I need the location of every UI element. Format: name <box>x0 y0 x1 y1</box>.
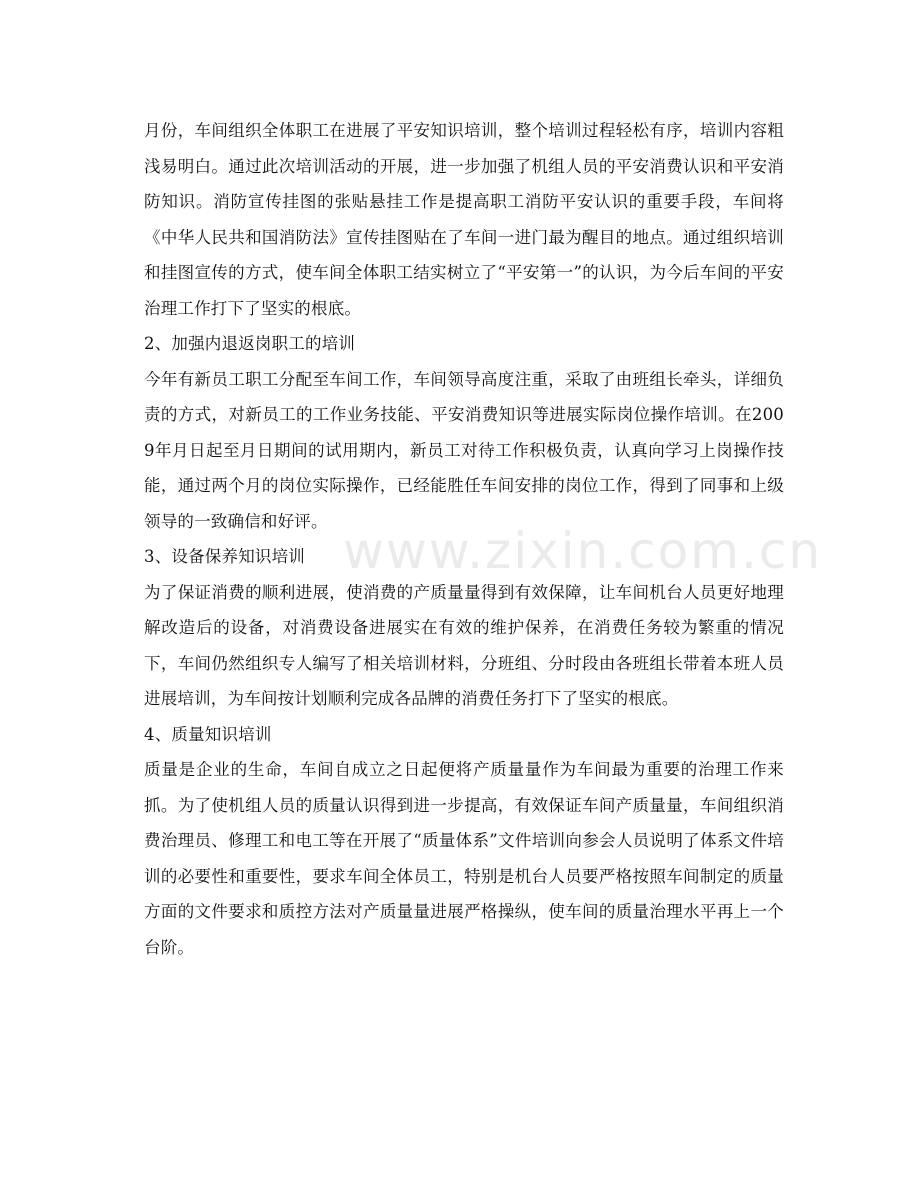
paragraph-equipment-maintenance: 为了保证消费的顺利进展，使消费的产质量量得到有效保障，让车间机台人员更好地理解改造后的设备，对消费设备进展实在有效的维护保养，在消费任务较为繁重的情况下，车间仍然组织专人编写了相关培训材料，分班组、分时段由各班组长带着本班人员进展培训，为车间按计划顺利完成各品牌的消费任务打下了坚实的根底。 <box>144 582 784 708</box>
paragraph-quality-training: 质量是企业的生命，车间自成立之日起便将产质量量作为车间最为重要的治理工作来抓。为了使机组人员的质量认识得到进一步提高，有效保证车间产质量量，车间组织消费治理员、修理工和电工等在开展了“质量体系”文件培训向参会人员说明了体系文件培训的必要性和重要性，要求车间全体员工，特别是机台人员要严格按照车间制定的质量方面的文件要求和质控方法对产质量量进展严格操纵，使车间的质量治理水平再上一个台阶。 <box>144 760 784 957</box>
paragraph-new-staff-training: 今年有新员工职工分配至车间工作，车间领导高度注重，采取了由班组长牵头，详细负责的方式，对新员工的工作业务技能、平安消费知识等进展实际岗位操作培训。在2009年月日起至月日期间的试用期内，新员工对待工作积极负责，认真向学习上岗操作技能，通过两个月的岗位实际操作，已经能胜任车间安排的岗位工作，得到了同事和上级领导的一致确信和好评。 <box>144 369 784 531</box>
heading-quality-training: 4、质量知识培训 <box>144 724 272 744</box>
heading-equipment-maintenance-training: 3、设备保养知识培训 <box>144 547 305 566</box>
heading-returning-staff-training: 2、加强内退返岗职工的培训 <box>144 334 356 353</box>
watermark: www.zixin.com.cn <box>343 522 823 580</box>
document-body <box>144 113 784 965</box>
paragraph-safety-training: 月份，车间组织全体职工在进展了平安知识培训，整个培训过程轻松有序，培训内容粗浅易明白。通过此次培训活动的开展，进一步加强了机组人员的平安消费认识和平安消防知识。消防宣传挂图的张贴悬挂工作是提高职工消防平安认识的重要手段，车间将《中华人民共和国消防法》宣传挂图贴在了车间一进门最为醒目的地点。通过组织培训和挂图宣传的方式，使车间全体职工结实树立了“平安第一”的认识，为今后车间的平安治理工作打下了坚实的根底。 <box>144 121 784 318</box>
